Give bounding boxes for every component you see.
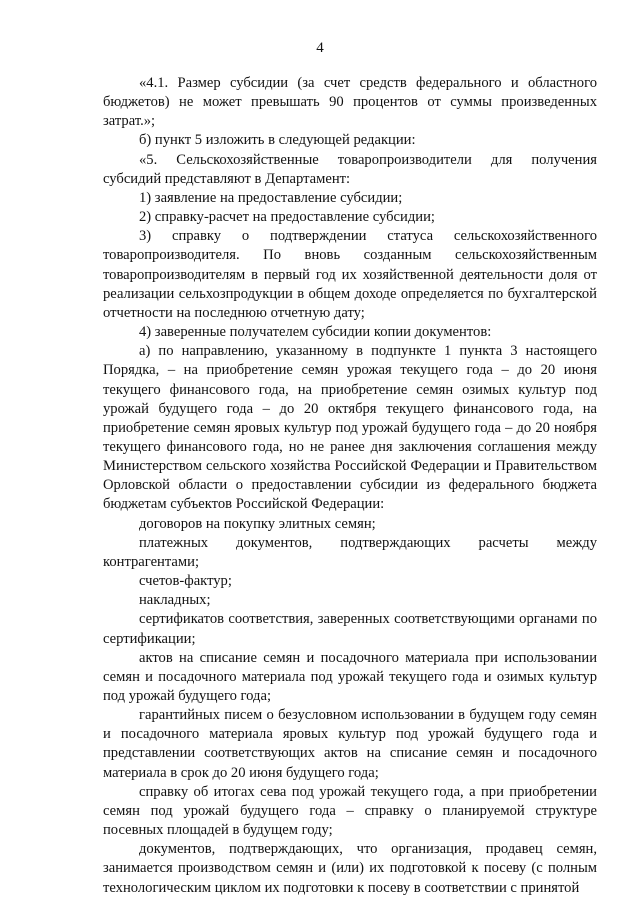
document-item-guarantee-letters: гарантийных писем о безусловном использовании в будущем году семян и посадочного материала яровых культур под урожай будущего года и представлении соответствующих актов на списание семян и посадочного материала в срок до 20 июня будущего года;	[103, 707, 597, 781]
list-item-2: 2) справку-расчет на предоставление субсидии;	[139, 209, 435, 226]
document-item-payments: платежных документов, подтверждающих расчеты между контрагентами;	[103, 534, 597, 570]
document-item-production-proof: документов, подтверждающих, что организация, продавец семян, занимается производством семян и (или) их подготовкой к посеву (с полным технологическим циклом их подготовки к посеву в соответствии с принятой	[103, 841, 597, 896]
paragraph-b: б) пункт 5 изложить в следующей редакции:	[139, 132, 416, 149]
document-body	[103, 74, 597, 898]
document-item-invoices: счетов-фактур;	[139, 573, 232, 590]
paragraph-4-1: «4.1. Размер субсидии (за счет средств федерального и областного бюджетов) не может превышать 90 процентов от суммы произведенных затрат.»;	[103, 75, 597, 130]
document-item-waybills: накладных;	[139, 592, 211, 609]
document-item-sowing-report: справку об итогах сева под урожай текущего года, а при приобретении семян под урожай будущего года – справку о планируемой структуре посевных площадей в будущем году;	[103, 783, 597, 839]
list-item-4: 4) заверенные получателем субсидии копии документов:	[139, 324, 492, 341]
subitem-a: а) по направлению, указанному в подпункте 1 пункта 3 настоящего Порядка, – на приобретение семян урожая текущего года – до 20 июня текущего финансового года, на приобретение семян озимых культур под урожай будущего года – до 20 октября текущего финансового года, на приобретение семян яровых культур под урожай будущего года – до 20 ноября текущего финансового года, но не ранее дня заключения соглашения между Министерством сельского хозяйства Российской Федерации и Правительством Орловской области о предоставлении субсидии из федерального бюджета бюджетам субъектов Российской Федерации:	[103, 343, 597, 513]
paragraph-5: «5. Сельскохозяйственные товаропроизводители для получения субсидий представляют в Департамент:	[103, 151, 597, 187]
document-item-certificates: сертификатов соответствия, заверенных соответствующими органами по сертификации;	[103, 611, 597, 647]
document-item-contracts: договоров на покупку элитных семян;	[139, 515, 376, 532]
page-number: 4	[316, 40, 324, 56]
document-item-write-off-acts: актов на списание семян и посадочного материала при использовании семян и посадочного материала под урожай текущего года и озимых культур под урожай будущего года;	[103, 649, 597, 704]
list-item-3: 3) справку о подтверждении статуса сельскохозяйственного товаропроизводителя. По вновь созданным сельскохозяйственным товаропроизводителям в первый год их хозяйственной деятельности доля от реализации сельхозпродукции в общем доходе определяется по бухгалтерской отчетности на последнюю отчетную дату;	[103, 228, 597, 321]
list-item-1: 1) заявление на предоставление субсидии;	[139, 189, 403, 206]
